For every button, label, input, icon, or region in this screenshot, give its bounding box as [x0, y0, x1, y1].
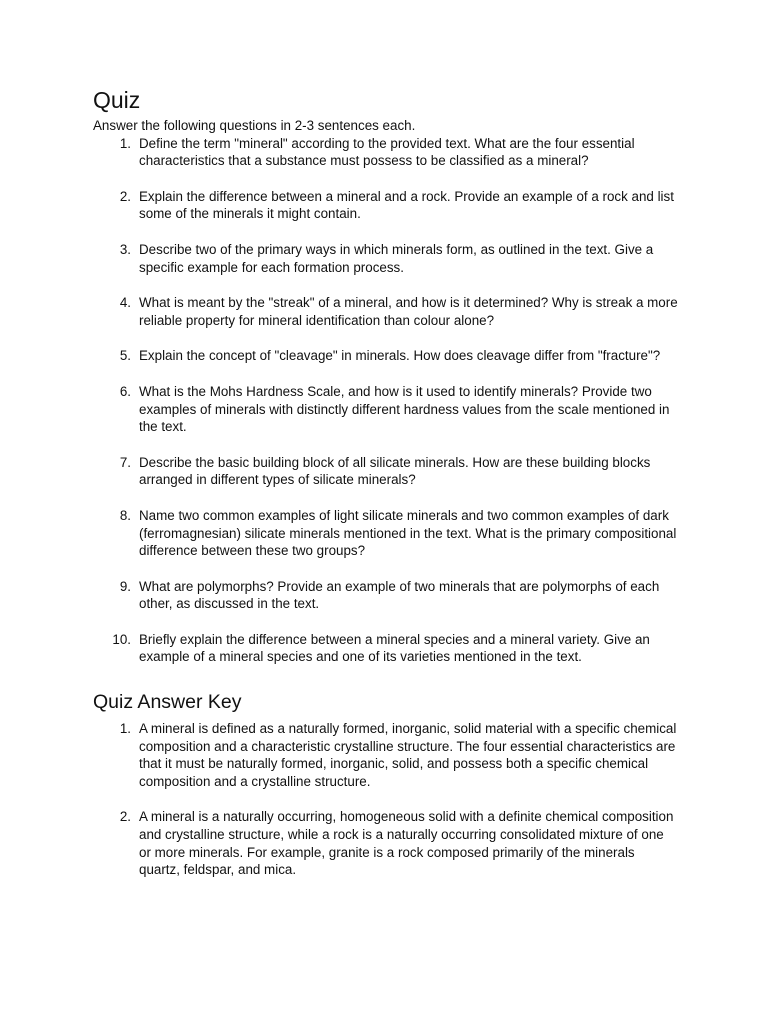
document-page: [93, 86, 678, 879]
answer-number: 1.: [119, 721, 131, 737]
question-text: Define the term "mineral" according to the provided text. What are the four essential characteristics that a substance must possess to be classified as a mineral?: [139, 135, 635, 169]
answer-key-title: Quiz Answer Key: [93, 691, 242, 714]
question-number: 3.: [119, 241, 131, 257]
answer-number: 2.: [119, 809, 131, 825]
question-text: Explain the concept of "cleavage" in minerals. How does cleavage differ from "fracture"?: [139, 348, 661, 364]
quiz-question-list: [93, 135, 678, 666]
question-text: What is meant by the "streak" of a mineral, and how is it determined? Why is streak a more reliable property for mineral identification than colour alone?: [139, 295, 678, 328]
question-number: 7.: [119, 454, 131, 470]
question-number: 6.: [119, 383, 131, 399]
question-text: Name two common examples of light silicate minerals and two common examples of dark (ferromagnesian) silicate minerals mentioned in the text. What is the primary compositional difference between these two groups?: [139, 507, 677, 559]
list-item: [93, 188, 678, 223]
question-number: 2.: [119, 188, 131, 204]
question-text: What is the Mohs Hardness Scale, and how is it used to identify minerals? Provide two examples of minerals with distinctly different hardness values from the scale mentioned in the text.: [139, 383, 670, 435]
list-item: [93, 294, 678, 329]
question-text: Describe the basic building block of all silicate minerals. How are these building blocks arranged in different types of silicate minerals?: [139, 454, 651, 488]
question-text: Briefly explain the difference between a mineral species and a mineral variety. Give an example of a mineral species and one of its varieties mentioned in the text.: [139, 631, 650, 665]
question-number: 5.: [119, 348, 131, 364]
question-number: 10.: [112, 631, 131, 647]
question-number: 8.: [119, 507, 131, 523]
list-item: [93, 507, 678, 560]
question-number: 1.: [119, 135, 131, 151]
list-item: [93, 135, 678, 170]
answer-key-list: [93, 720, 678, 879]
list-item: [93, 454, 678, 489]
quiz-instructions: Answer the following questions in 2-3 sentences each.: [93, 118, 416, 133]
question-number: 4.: [119, 295, 131, 311]
list-item: [93, 347, 678, 365]
question-text: Explain the difference between a mineral and a rock. Provide an example of a rock and list some of the minerals it might contain.: [139, 188, 674, 222]
quiz-title: Quiz: [93, 87, 141, 113]
list-item: [93, 808, 678, 878]
question-text: What are polymorphs? Provide an example of two minerals that are polymorphs of each other, as discussed in the text.: [139, 578, 660, 612]
list-item: [93, 578, 678, 613]
list-item: [93, 631, 678, 666]
answer-text: A mineral is a naturally occurring, homogeneous solid with a definite chemical composition and crystalline structure, while a rock is a naturally occurring consolidated mixture of one or more minerals. For example, granite is a rock composed primarily of the minerals quartz, feldspar, and mica.: [139, 809, 674, 878]
question-text: Describe two of the primary ways in which minerals form, as outlined in the text. Give a specific example for each formation process.: [139, 241, 654, 275]
list-item: [93, 383, 678, 436]
answer-text: A mineral is defined as a naturally formed, inorganic, solid material with a specific chemical composition and a characteristic crystalline structure. The four essential characteristics are that it must be naturally formed, inorganic, solid, and possess both a specific chemical composition and a crystalline structure.: [139, 721, 677, 789]
list-item: [93, 720, 678, 790]
question-number: 9.: [119, 578, 131, 594]
list-item: [93, 241, 678, 276]
